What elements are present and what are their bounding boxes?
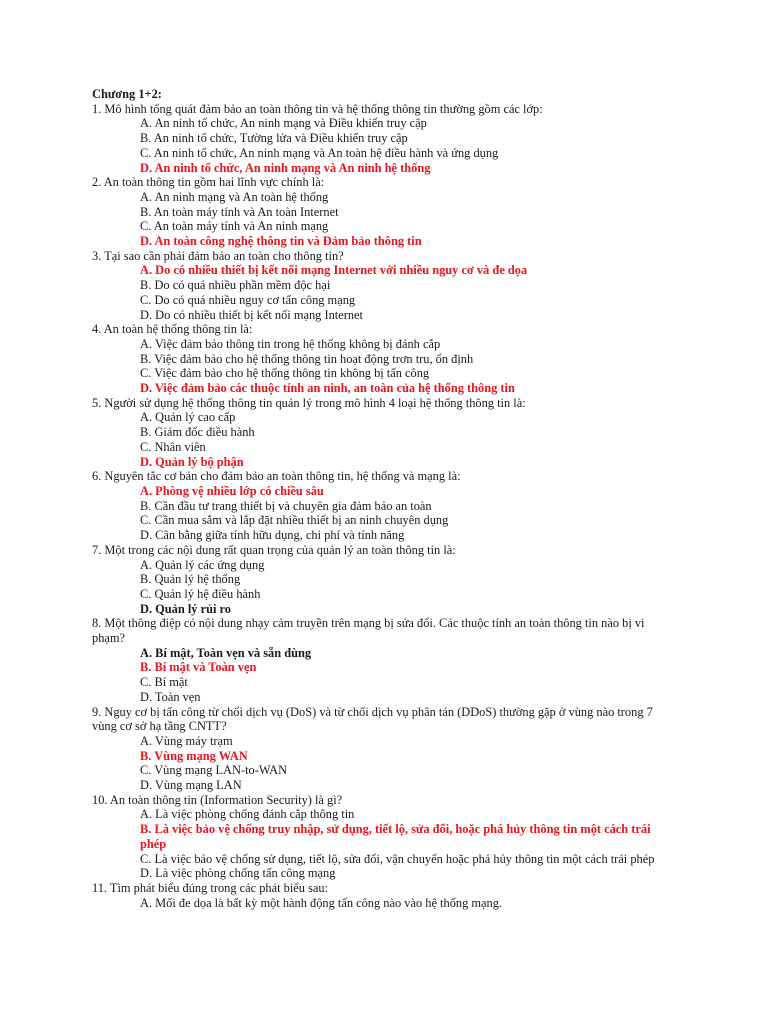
q6-option-a-answer: A. Phòng vệ nhiều lớp có chiều sâu <box>140 483 324 498</box>
q1-option-b: B. An ninh tổ chức, Tường lửa và Điều khiển truy cập <box>140 131 408 146</box>
q8-option-b-answer: B. Bí mật và Toàn vẹn <box>140 660 257 675</box>
question-10: 10. An toàn thông tin (Information Security) là gì? <box>92 792 343 807</box>
q9-option-b-answer: B. Vùng mạng WAN <box>140 748 248 763</box>
q3-option-a-answer: A. Do có nhiều thiết bị kết nối mạng Internet với nhiều nguy cơ và đe dọa <box>140 263 528 278</box>
q7-option-a: A. Quản lý các ứng dụng <box>140 557 265 572</box>
q9-option-d: D. Vùng mạng LAN <box>140 778 242 793</box>
question-6: 6. Nguyên tắc cơ bản cho đảm bảo an toàn thông tin, hệ thống và mạng là: <box>92 469 461 484</box>
q2-option-c: C. An toàn máy tính và An ninh mạng <box>140 219 329 234</box>
question-4: 4. An toàn hệ thống thông tin là: <box>92 322 253 337</box>
q2-option-b: B. An toàn máy tính và An toàn Internet <box>140 204 339 219</box>
q5-option-a: A. Quản lý cao cấp <box>140 410 236 425</box>
q1-option-a: A. An ninh tổ chức, An ninh mạng và Điều khiển truy cập <box>140 116 427 131</box>
q5-option-c: C. Nhân viên <box>140 439 206 454</box>
q1-option-d-answer: D. An ninh tổ chức, An ninh mạng và An ninh hệ thống <box>140 160 431 175</box>
q1-option-c: C. An ninh tổ chức, An ninh mạng và An toàn hệ điều hành và ứng dụng <box>140 145 499 160</box>
q10-option-a: A. Là việc phòng chống đánh cắp thông tin <box>140 807 355 822</box>
chapter-title: Chương 1+2: <box>92 87 162 101</box>
question-11: 11. Tìm phát biểu đúng trong các phát biểu sau: <box>92 880 329 895</box>
q7-option-b: B. Quản lý hệ thống <box>140 572 241 587</box>
q3-option-d: D. Do có nhiều thiết bị kết nối mạng Internet <box>140 307 363 322</box>
q3-option-b: B. Do có quá nhiều phần mềm độc hại <box>140 278 331 293</box>
question-1: 1. Mô hình tổng quát đảm bảo an toàn thông tin và hệ thống thông tin thường gồm các lớp: <box>92 101 543 116</box>
question-7: 7. Một trong các nội dung rất quan trọng của quản lý an toàn thông tin là: <box>92 542 456 557</box>
q2-option-a: A. An ninh mạng và An toàn hệ thống <box>140 189 329 204</box>
q6-option-c: C. Cần mua sắm và lắp đặt nhiều thiết bị an ninh chuyên dụng <box>140 513 449 528</box>
q4-option-d-answer: D. Việc đảm bảo các thuộc tính an ninh, an toàn của hệ thống thông tin <box>140 381 515 396</box>
q9-option-c: C. Vùng mạng LAN-to-WAN <box>140 763 288 778</box>
q8-option-c: C. Bí mật <box>140 675 188 690</box>
q8-option-d: D. Toàn vẹn <box>140 689 201 704</box>
q6-option-b: B. Cần đầu tư trang thiết bị và chuyên gia đảm bảo an toàn <box>140 498 432 513</box>
q6-option-d: D. Cân bằng giữa tính hữu dụng, chi phí và tính năng <box>140 528 405 543</box>
question-2: 2. An toàn thông tin gồm hai lĩnh vực chính là: <box>92 175 325 190</box>
q8-option-a: A. Bí mật, Toàn vẹn và sẵn dùng <box>140 645 312 660</box>
question-8: 8. Một thông điệp có nội dung nhạy cảm truyền trên mạng bị sửa đổi. Các thuộc tính an toàn thông tin nào bị vi phạm? <box>92 616 645 646</box>
question-3: 3. Tại sao cần phải đảm bảo an toàn cho thông tin? <box>92 248 344 263</box>
q9-option-a: A. Vùng máy trạm <box>140 733 233 748</box>
q2-option-d-answer: D. An toàn công nghệ thông tin và Đảm bảo thông tin <box>140 234 422 249</box>
q11-option-a: A. Mối đe dọa là bất kỳ một hành động tấn công nào vào hệ thống mạng. <box>140 895 503 910</box>
q4-option-a: A. Việc đảm bảo thông tin trong hệ thống không bị đánh cắp <box>140 336 441 351</box>
q7-option-d-answer: D. Quản lý rủi ro <box>140 601 231 616</box>
q4-option-c: C. Việc đảm bảo cho hệ thống thông tin không bị tấn công <box>140 366 430 381</box>
q10-option-c: C. Là việc bảo vệ chống sử dụng, tiết lộ, sửa đổi, vận chuyển hoặc phá hủy thông tin một cách trái phép <box>140 851 655 866</box>
q7-option-c: C. Quản lý hệ điều hành <box>140 586 261 601</box>
q4-option-b: B. Việc đảm bảo cho hệ thống thông tin hoạt động trơn tru, ổn định <box>140 351 474 366</box>
q3-option-c: C. Do có quá nhiều nguy cơ tấn công mạng <box>140 292 356 307</box>
q5-option-d-answer: D. Quản lý bộ phận <box>140 454 244 469</box>
question-5: 5. Người sử dụng hệ thống thông tin quản lý trong mô hình 4 loại hệ thống thông tin là: <box>92 395 526 410</box>
q10-option-b-answer: B. Là việc bảo vệ chống truy nhập, sử dụng, tiết lộ, sửa đổi, hoặc phá hủy thông tin một cách trái phép <box>140 822 651 851</box>
q5-option-b: B. Giám đốc điều hành <box>140 425 255 440</box>
question-9: 9. Nguy cơ bị tấn công từ chối dịch vụ (DoS) và từ chối dịch vụ phân tán (DDoS) thường gặp ở vùng nào trong 7 vùng cơ sở hạ tầng CNTT? <box>92 704 653 734</box>
q10-option-d: D. Là việc phòng chống tấn công mạng <box>140 866 336 881</box>
